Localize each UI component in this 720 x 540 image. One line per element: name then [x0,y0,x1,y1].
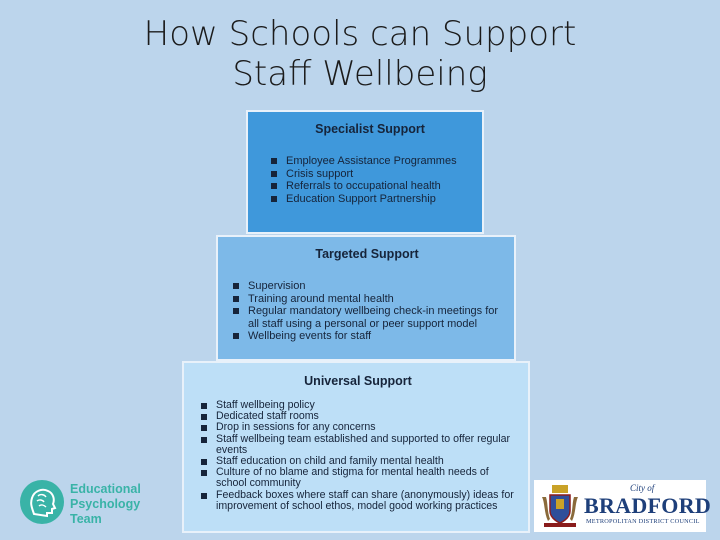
ept-logo-text [70,482,141,527]
list-item: Regular mandatory wellbeing check-in meetings for all staff using a personal or peer support model [230,305,504,330]
bradford-name: BRADFORD [584,493,712,518]
list-item: Dedicated staff rooms [198,411,518,422]
list-item: Staff wellbeing team established and supported to offer regular events [198,434,518,456]
list-item: Staff education on child and family mental health [198,456,518,467]
list-item: Staff wellbeing policy [198,400,518,411]
list-item: Training around mental health [230,293,504,306]
list-item: Drop in sessions for any concerns [198,422,518,433]
ept-line-1: Educational [70,482,141,496]
list-item: Culture of no blame and stigma for mental health needs of school community [198,467,518,489]
targeted-support-tier [216,235,516,361]
ept-line-3: Team [70,512,102,526]
list-item: Supervision [230,280,504,293]
universal-support-heading: Universal Support [304,374,412,388]
head-profile-icon [20,480,64,524]
specialist-support-heading: Specialist Support [315,122,425,136]
targeted-support-list [230,280,504,343]
title-line-1: How Schools can Support [143,14,577,54]
list-item: Wellbeing events for staff [230,330,504,343]
coat-of-arms-icon [538,483,582,529]
list-item: Education Support Partnership [268,193,472,206]
city-of-text: City of [630,483,655,493]
list-item: Crisis support [268,168,472,181]
list-item: Referrals to occupational health [268,180,472,193]
specialist-support-tier [246,110,484,234]
ept-line-2: Psychology [70,497,141,511]
slide-title [0,14,720,94]
bradford-subtitle: METROPOLITAN DISTRICT COUNCIL [586,518,700,525]
list-item: Employee Assistance Programmes [268,155,472,168]
universal-support-list [198,400,518,512]
educational-psychology-team-logo [20,476,140,534]
universal-support-tier [182,361,530,533]
bradford-council-logo [534,480,712,532]
specialist-support-list [268,155,472,205]
list-item: Feedback boxes where staff can share (anonymously) ideas for improvement of school ethos, model good working practices [198,490,518,512]
title-line-2: Staff Wellbeing [232,54,488,94]
targeted-support-heading: Targeted Support [315,247,419,261]
